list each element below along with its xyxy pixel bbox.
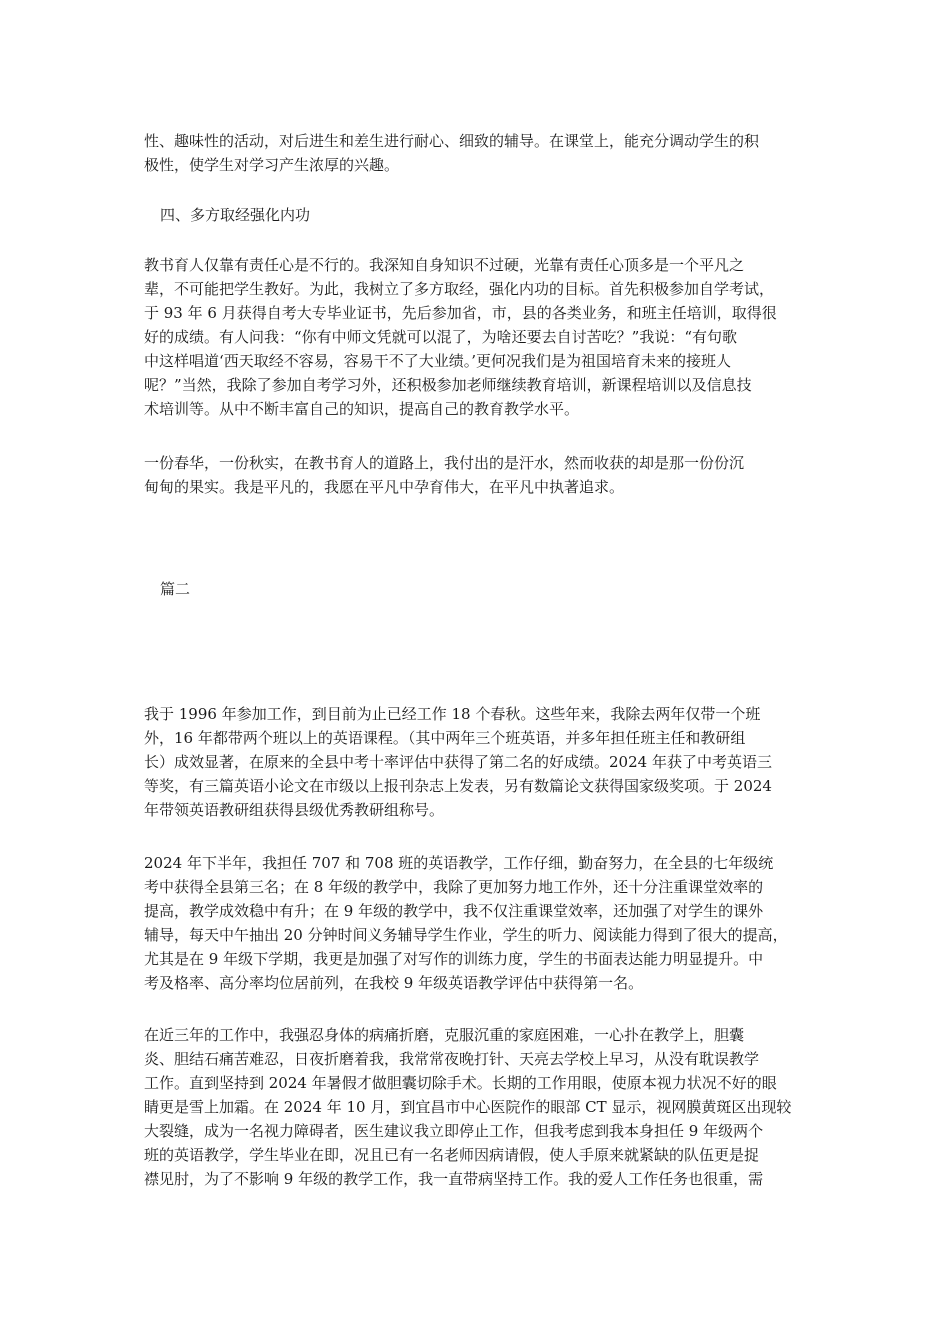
para-learning-line-7: 术培训等。从中不断丰富自己的知识，提高自己的教育教学水平。 xyxy=(144,400,580,418)
section-heading: 四、多方取经强化内功 xyxy=(160,206,311,224)
para-intro-line-2: 极性，使学生对学习产生浓厚的兴趣。 xyxy=(144,156,400,174)
para-health-line-4: 睛更是雪上加霜。在 2024 年 10 月，到宜昌市中心医院作的眼部 CT 显示，视网膜黄斑区出现较 xyxy=(144,1098,792,1116)
para-career-line-4: 等奖，有三篇英语小论文在市级以上报刊杂志上发表，另有数篇论文获得国家级奖项。于 2024 xyxy=(144,777,772,795)
para-career-line-1: 我于 1996 年参加工作，到目前为止已经工作 18 个春秋。这些年来，我除去两年仅带一个班 xyxy=(144,705,761,723)
para-career-line-5: 年带领英语教研组获得县级优秀教研组称号。 xyxy=(144,801,445,819)
para-learning-line-1: 教书育人仅靠有责任心是不行的。我深知自身知识不过硬，光靠有责任心顶多是一个平凡之 xyxy=(144,256,745,274)
para-closing-line-2: 甸甸的果实。我是平凡的，我愿在平凡中孕育伟大，在平凡中执著追求。 xyxy=(144,478,625,496)
para-health-line-1: 在近三年的工作中，我强忍身体的病痛折磨，克服沉重的家庭困难，一心扑在教学上，胆囊 xyxy=(144,1026,745,1044)
para-2024-line-4: 辅导，每天中午抽出 20 分钟时间义务辅导学生作业，学生的听力、阅读能力得到了很大的提高， xyxy=(144,926,788,944)
para-learning-line-6: 呢？”当然，我除了参加自考学习外，还积极参加老师继续教育培训，新课程培训以及信息技 xyxy=(144,376,752,394)
para-career-line-3: 长）成效显著，在原来的全县中考十率评估中获得了第二名的好成绩。2024 年获了中考英语三 xyxy=(144,753,772,771)
para-learning-line-5: 中这样唱道‘西天取经不容易，容易干不了大业绩。’更何况我们是为祖国培育未来的接班人 xyxy=(144,352,732,370)
para-learning-line-3: 于 93 年 6 月获得自考大专毕业证书，先后参加省，市，县的各类业务，和班主任培训，取得很 xyxy=(144,304,777,322)
para-career-line-2: 外，16 年都带两个班以上的英语课程。（其中两年三个班英语，并多年担任班主任和教研组 xyxy=(144,729,746,747)
para-2024-line-3: 提高，教学成效稳中有升；在 9 年级的教学中，我不仅注重课堂效率，还加强了对学生的课外 xyxy=(144,902,764,920)
para-learning-line-2: 辈，不可能把学生教好。为此，我树立了多方取经，强化内功的目标。首先积极参加自学考试， xyxy=(144,280,775,298)
para-intro-line-1: 性、趣味性的活动，对后进生和差生进行耐心、细致的辅导。在课堂上，能充分调动学生的积 xyxy=(144,132,760,150)
para-2024-line-6: 考及格率、高分率均位居前列，在我校 9 年级英语教学评估中获得第一名。 xyxy=(144,974,644,992)
para-health-line-5: 大裂缝，成为一名视力障碍者，医生建议我立即停止工作，但我考虑到我本身担任 9 年级两个 xyxy=(144,1122,764,1140)
para-2024-line-5: 尤其是在 9 年级下学期，我更是加强了对写作的训练力度，学生的书面表达能力明显提升。中 xyxy=(144,950,764,968)
para-learning-line-4: 好的成绩。有人问我：“你有中师文凭就可以混了，为啥还要去自讨苦吃？”我说：“有句歌 xyxy=(144,328,738,346)
para-health-line-6: 班的英语教学，学生毕业在即，况且已有一名老师因病请假，使人手原来就紧缺的队伍更是捉 xyxy=(144,1146,760,1164)
para-health-line-2: 炎、胆结石痛苦难忍，日夜折磨着我，我常常夜晚打针、天亮去学校上早习，从没有耽误教学 xyxy=(144,1050,760,1068)
para-health-line-3: 工作。直到坚持到 2024 年暑假才做胆囊切除手术。长期的工作用眼，使原本视力状况不好的眼 xyxy=(144,1074,777,1092)
para-health-line-7: 襟见肘，为了不影响 9 年级的教学工作，我一直带病坚持工作。我的爱人工作任务也很重，需 xyxy=(144,1170,764,1188)
section-title: 篇二 xyxy=(160,580,191,598)
para-closing-line-1: 一份春华，一份秋实，在教书育人的道路上，我付出的是汗水，然而收获的却是那一份份沉 xyxy=(144,454,745,472)
para-2024-line-1: 2024 年下半年，我担任 707 和 708 班的英语教学，工作仔细，勤奋努力，在全县的七年级统 xyxy=(144,854,774,872)
para-2024-line-2: 考中获得全县第三名；在 8 年级的教学中，我除了更加努力地工作外，还十分注重课堂效率的 xyxy=(144,878,764,896)
